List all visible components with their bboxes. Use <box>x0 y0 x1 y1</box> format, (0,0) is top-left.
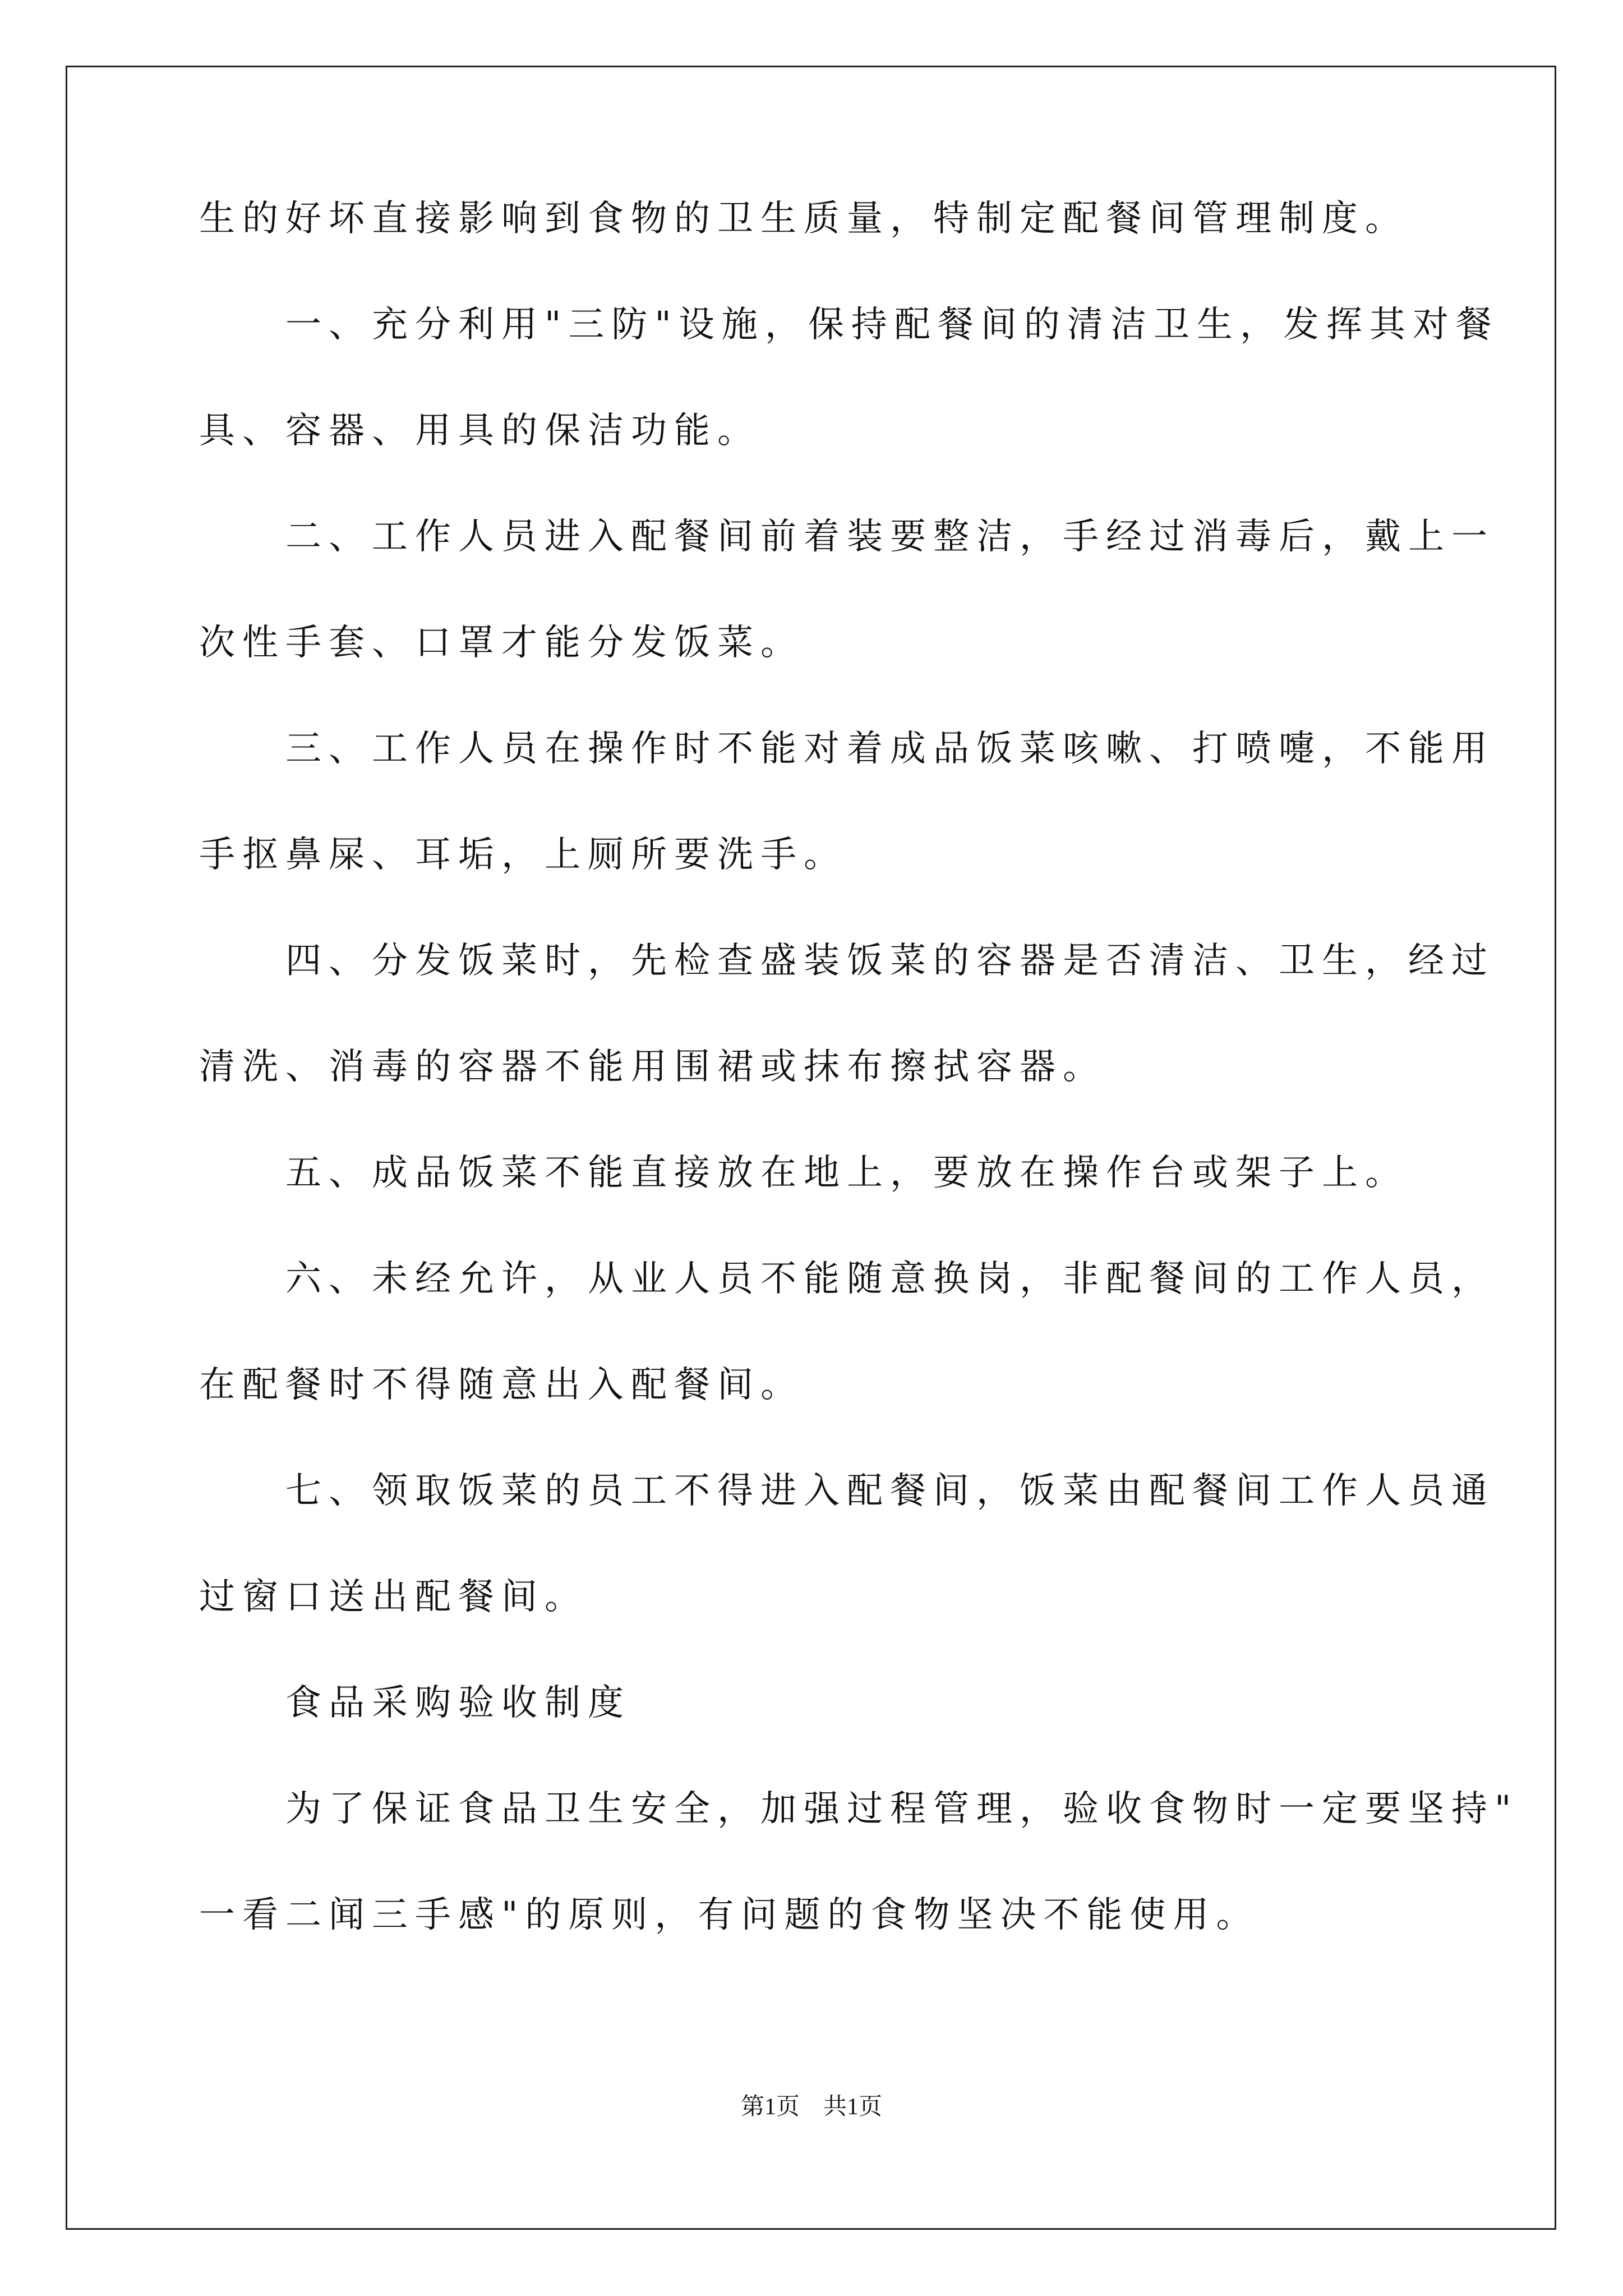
text-line: 二、工作人员进入配餐间前着装要整洁，手经过消毒后，戴上一 <box>199 516 1495 558</box>
text-line: 手抠鼻屎、耳垢，上厕所要洗手。 <box>199 834 847 876</box>
text-line: 五、成品饭菜不能直接放在地上，要放在操作台或架子上。 <box>199 1152 1408 1194</box>
text-line: 为了保证食品卫生安全，加强过程管理，验收食物时一定要坚持" <box>199 1788 1519 1830</box>
text-line: 七、领取饭菜的员工不得进入配餐间，饭菜由配餐间工作人员通 <box>199 1470 1495 1512</box>
text-line: 生的好坏直接影响到食物的卫生质量，特制定配餐间管理制度。 <box>199 198 1408 240</box>
text-line: 次性手套、口罩才能分发饭菜。 <box>199 622 804 664</box>
text-line: 一、充分利用"三防"设施，保持配餐间的清洁卫生，发挥其对餐 <box>199 304 1499 346</box>
section-heading: 食品采购验收制度 <box>199 1682 631 1724</box>
text-line: 清洗、消毒的容器不能用围裙或抹布擦拭容器。 <box>199 1046 1106 1088</box>
text-line: 具、容器、用具的保洁功能。 <box>199 410 760 452</box>
text-line: 在配餐时不得随意出入配餐间。 <box>199 1364 804 1406</box>
page-number-footer: 第1页 共1页 <box>740 2094 882 2120</box>
text-line: 四、分发饭菜时，先检查盛装饭菜的容器是否清洁、卫生，经过 <box>199 940 1495 982</box>
text-line: 三、工作人员在操作时不能对着成品饭菜咳嗽、打喷嚏，不能用 <box>199 728 1495 770</box>
text-line: 一看二闻三手感"的原则，有问题的食物坚决不能使用。 <box>199 1894 1260 1936</box>
text-line: 过窗口送出配餐间。 <box>199 1576 588 1618</box>
text-line: 六、未经允许，从业人员不能随意换岗，非配餐间的工作人员， <box>199 1258 1495 1300</box>
